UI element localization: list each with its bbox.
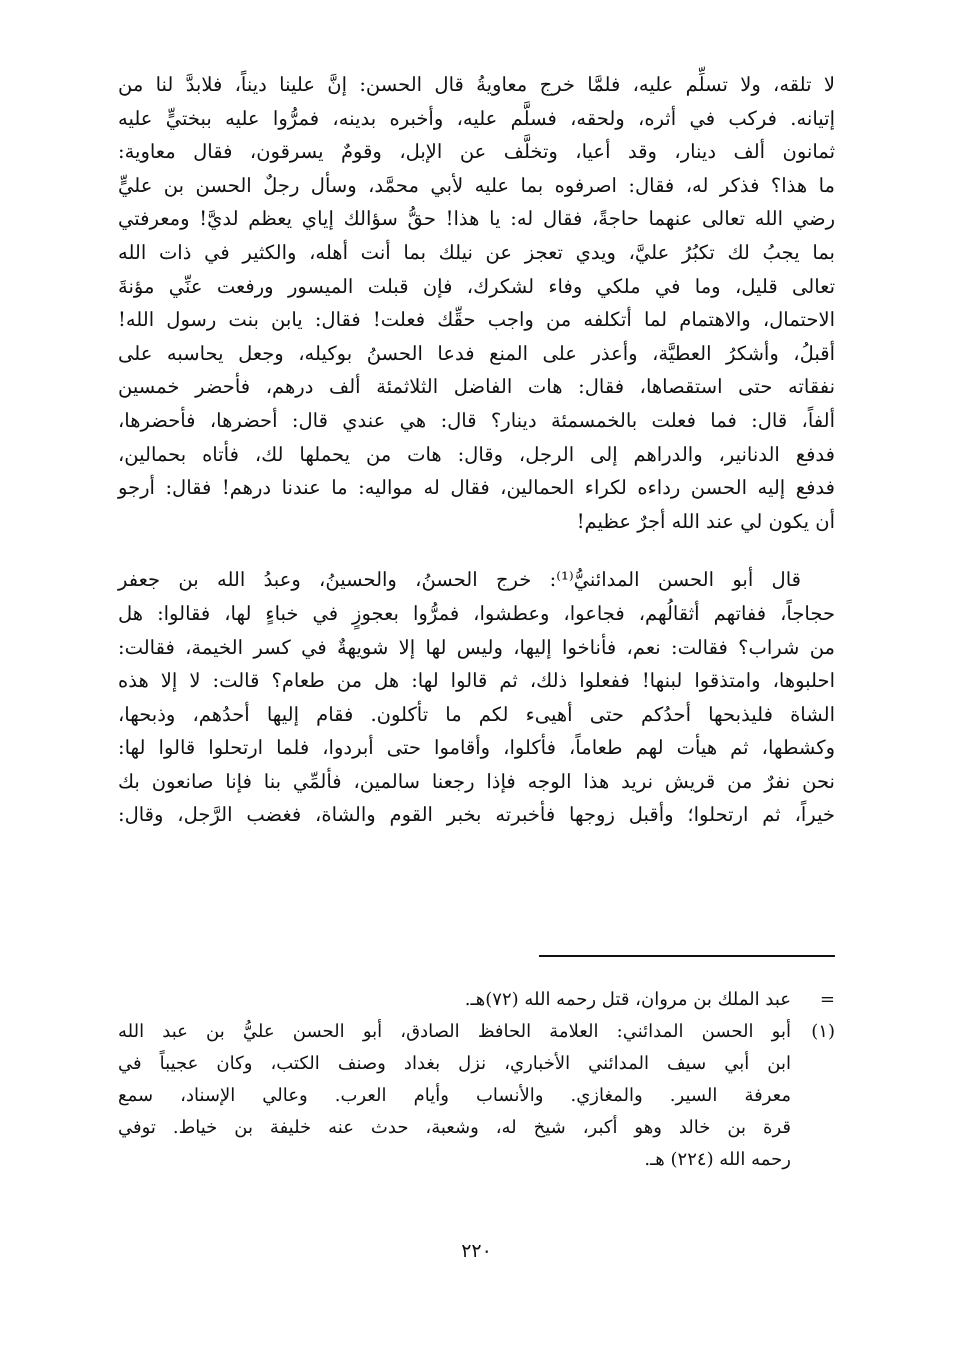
- text-line: قال أبو الحسن المدائنيُّ⁽¹⁾: خرج الحسنُ، والحسينُ، وعبدُ الله بن جعفر: [118, 568, 801, 592]
- text-line: إتيانه. فركب في أثره، ولحقه، فسلَّم عليه، وأخبره بدينه، فمرُّوا عليه ببختيٍّ عليه: [118, 106, 835, 130]
- footnote-line: رحمه الله (٢٢٤) هـ.: [644, 1149, 791, 1170]
- footnote-separator: [539, 955, 835, 957]
- text-line: فدفع الدنانير، والدراهم إلى الرجل، وقال: هات من يحملها لك، فأتاه بحمالين،: [118, 442, 835, 466]
- page-number: ٢٢٠: [461, 1240, 492, 1262]
- footnote-1: [118, 1016, 835, 1176]
- text-line: بما يجبُ لك تكبُرُ عليَّ، ويدي تعجز عن نيلك بما أنت أهله، والكثير في ذات الله: [118, 240, 835, 264]
- text-line: نحن نفرٌ من قريش نريد هذا الوجه فإذا رجعنا سالمين، فألمِّي بنا فإنا صانعون بك: [118, 769, 835, 793]
- text-line: أن يكون لي عند الله أجرٌ عظيم!: [576, 509, 835, 533]
- text-line: حجاجاً، ففاتهم أثقالُهم، فجاعوا، وعطشوا، فمرُّوا بعجوزٍ في خباءٍ لها، فقالوا: هل: [118, 601, 835, 625]
- text-line: أقبلُ، وأشكرُ العطيَّة، وأعذر على المنع فدعا الحسنُ بوكيله، وجعل يحاسبه على: [118, 341, 835, 365]
- text-line: خيراً، ثم ارتحلوا؛ وأقبل زوجها فأخبرته بخبر القوم والشاة، فغضب الرَّجل، وقال:: [118, 803, 835, 827]
- footnote-marker: (١): [811, 1021, 835, 1042]
- footnote-line: معرفة السير. والمغازي. والأنساب وأيام العرب. وعالي الإسناد، سمع: [118, 1085, 791, 1106]
- text-line: رضي الله تعالى عنهما حاجةً، فقال له: يا هذا! حقُّ سؤالك إياي يعظم لديَّ! ومعرفتي: [118, 207, 835, 231]
- footnote-line: قرة بن خالد وهو أكبر، شيخ له، وشعبة، حدث عنه خليفة بن خياط. توفي: [118, 1117, 791, 1138]
- footnote-body: [118, 984, 791, 1016]
- footnote-marker: =: [819, 989, 835, 1010]
- text-line: احلبوها، وامتذقوا لبنها! ففعلوا ذلك، ثم قالوا لها: هل من طعام؟ قالت: لا إلا هذه: [118, 669, 835, 693]
- footnote-line: أبو الحسن المدائني: العلامة الحافظ الصادق، أبو الحسن عليُّ بن عبد الله: [118, 1021, 791, 1042]
- text-line: لا تلقه، ولا تسلِّم عليه، فلمَّا خرج معاويةُ قال الحسن: إنَّ علينا ديناً، فلابدَّ لنا من: [118, 73, 835, 96]
- footnote-line: ابن أبي سيف المدائني الأخباري، نزل بغداد وصنف الكتب، وكان عجيباً في: [118, 1053, 791, 1074]
- text-line: فدفع إليه الحسن رداءه لكراء الحمالين، فقال له مواليه: ما عندنا درهم! فقال: أرجو: [118, 476, 835, 500]
- footnote-line: عبد الملك بن مروان، قتل رحمه الله (٧٢)هـ.: [464, 989, 791, 1010]
- text-line: نفقاته حتى استقصاها، فقال: هات الفاضل الثلاثمئة ألف درهم، فأحضر خمسين: [118, 375, 835, 399]
- footnote-continued: [118, 984, 835, 1016]
- paragraph-hasan-generosity: [118, 68, 835, 538]
- text-line: ثمانون ألف دينار، وقد أعيا، وتخلَّف عن الإبل، وقومٌ يسرقون، فقال معاوية:: [118, 140, 835, 164]
- text-line: ما هذا؟ فذكر له، فقال: اصرفوه بما عليه لأبي محمَّد، وسأل رجلٌ الحسن بن عليٍّ: [118, 173, 835, 197]
- text-line: من شراب؟ فقالت: نعم، فأناخوا إليها، وليس لها إلا شويهةٌ في كسر الخيمة، فقالت:: [118, 635, 835, 659]
- text-line: وكشطها، ثم هيأت لهم طعاماً، فأكلوا، وأقاموا حتى أبردوا، فلما ارتحلوا قالوا لها:: [118, 736, 835, 760]
- text-line: تعالى قليل، وما في ملكي وفاء لشكرك، فإن قبلت الميسور ورفعت عنِّي مؤنةَ: [118, 274, 835, 298]
- paragraph-spacer: [118, 538, 835, 563]
- text-line: الاحتمال، والاهتمام لما أتكلفه من واجب حقِّك فعلت! فقال: يابن بنت رسول الله!: [118, 308, 835, 332]
- book-page: [118, 68, 835, 1357]
- text-line: ألفاً، قال: فما فعلت بالخمسمئة دينار؟ قال: هي عندي قال: أحضرها، فأحضرها،: [118, 408, 835, 432]
- footnotes: [118, 984, 835, 1176]
- paragraph-madaini-story: [118, 563, 835, 832]
- text-line: الشاة فليذبحها أحدُكم حتى أهيىء لكم ما تأكلون. فقام إليها أحدُهم، وذبحها،: [118, 702, 835, 726]
- footnote-body: [118, 1016, 791, 1176]
